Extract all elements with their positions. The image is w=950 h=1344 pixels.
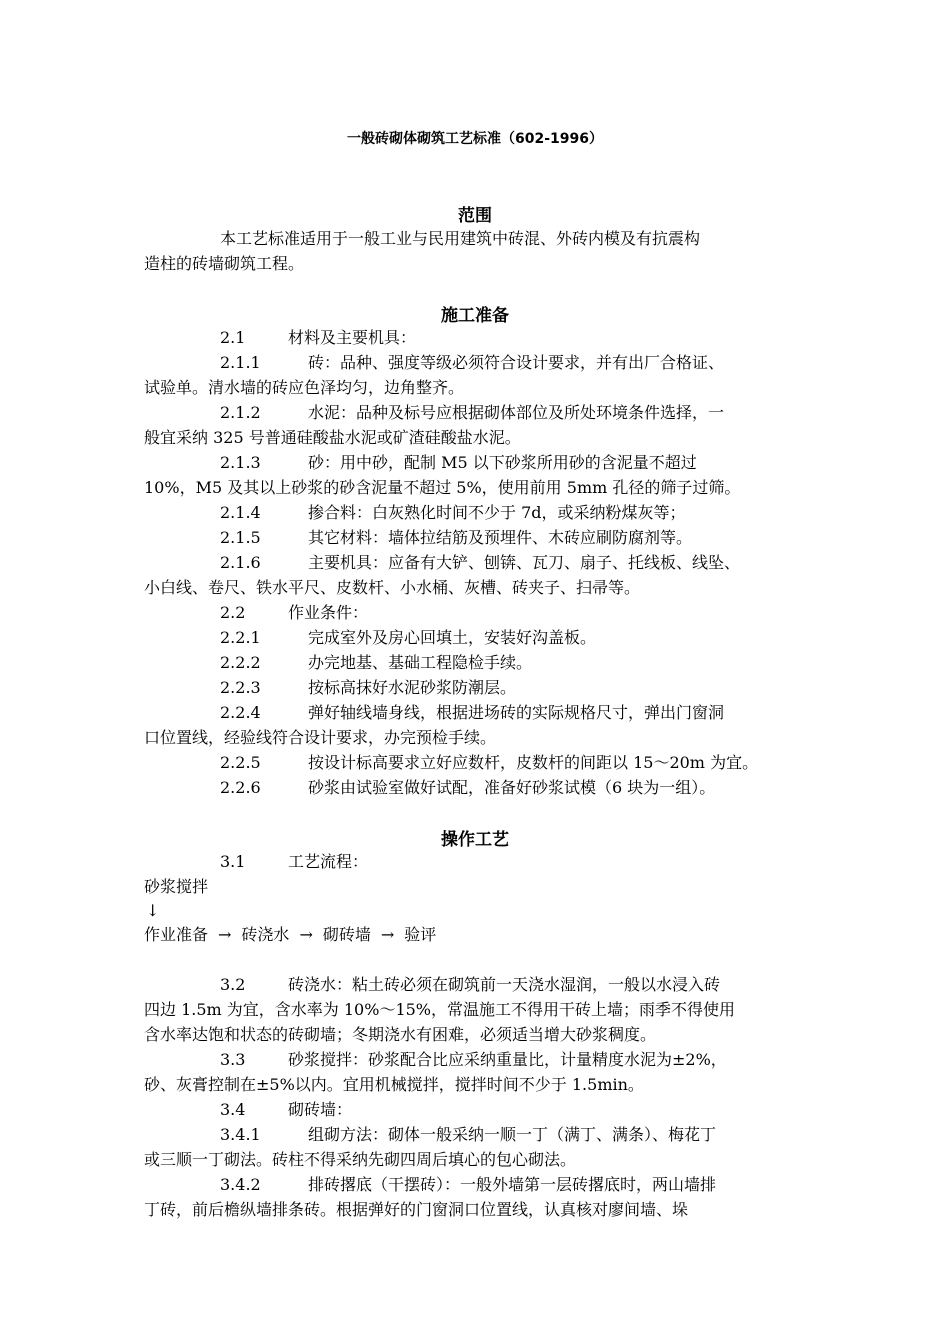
clause-2-1-1-cont: 试验单。清水墙的砖应色泽均匀，边角整齐。	[144, 378, 465, 397]
clause-number: 3.4.2	[220, 1175, 261, 1194]
clause-2-2-4	[220, 700, 724, 725]
clause-number: 2.1	[220, 328, 246, 347]
clause-number: 2.2.6	[220, 778, 261, 797]
right-arrow-icon: →	[299, 925, 313, 944]
clause-2-2-3	[220, 675, 516, 700]
clause-2-1-4	[220, 500, 686, 525]
clause-3-4-2-cont: 丁砖，前后檐纵墙排条砖。根据弹好的门窗洞口位置线，认真核对廖间墙、垛	[144, 1200, 689, 1219]
clause-text: 主要机具：应备有大铲、刨锛、瓦刀、扇子、托线板、线坠、	[308, 553, 741, 572]
clause-text: 砂浆搅拌：砂浆配合比应采纳重量比，计量精度水泥为±2%，	[288, 1050, 727, 1069]
clause-2-1-3	[220, 450, 697, 475]
section-heading-scope: 范围	[458, 206, 492, 226]
right-arrow-icon: →	[218, 925, 232, 944]
clause-3-2	[220, 972, 720, 997]
clause-2-1-1	[220, 350, 724, 375]
clause-2-2-6	[220, 775, 715, 800]
clause-number: 2.2.5	[220, 753, 261, 772]
clause-text: 按设计标高要求立好应数杆，皮数杆的间距以 15～20m 为宜。	[308, 753, 759, 772]
clause-text: 水泥：品种及标号应根据砌体部位及所处环境条件选择，一	[308, 403, 725, 422]
clause-3-3-cont: 砂、灰膏控制在±5%以内。宜用机械搅拌，搅拌时间不少于 1.5min。	[144, 1075, 644, 1094]
clause-text: 弹好轴线墙身线，根据进场砖的实际规格尺寸，弹出门窗洞	[308, 703, 725, 722]
section-heading-prep: 施工准备	[441, 306, 509, 326]
clause-3-2-cont-1: 四边 1.5m 为宜，含水率为 10%～15%，常温施工不得用干砖上墙；雨季不得使用	[144, 1000, 736, 1019]
clause-2-2-1	[220, 625, 596, 650]
clause-text: 组砌方法：砌体一般采纳一顺一丁（满丁、满条）、梅花丁	[308, 1125, 717, 1144]
clause-text: 作业条件：	[288, 603, 369, 622]
clause-number: 2.2.1	[220, 628, 261, 647]
clause-text: 按标高抹好水泥砂浆防潮层。	[308, 678, 517, 697]
clause-text: 掺合料：白灰熟化时间不少于 7d，或采纳粉煤灰等；	[308, 503, 686, 522]
flow-step: 砌砖墙	[322, 925, 371, 944]
clause-number: 2.1.6	[220, 553, 261, 572]
clause-number: 2.2.4	[220, 703, 261, 722]
scope-line-2: 造柱的砖墙砌筑工程。	[144, 254, 305, 273]
clause-text: 砂浆由试验室做好试配，准备好砂浆试模（6 块为一组）。	[308, 778, 716, 797]
clause-2-1-3-cont: 10%，M5 及其以上砂浆的砂含泥量不超过 5%，使用前用 5mm 孔径的筛子过筛。	[144, 478, 741, 497]
flow-top-step: 砂浆搅拌	[144, 877, 209, 896]
clause-number: 2.1.1	[220, 353, 261, 372]
clause-number: 3.2	[220, 975, 246, 994]
clause-3-4	[220, 1097, 352, 1122]
clause-number: 2.1.5	[220, 528, 261, 547]
clause-2-1-6	[220, 550, 740, 575]
clause-number: 3.4.1	[220, 1125, 261, 1144]
section-heading-ops: 操作工艺	[441, 830, 509, 850]
clause-3-2-cont-2: 含水率达饱和状态的砖砌墙；冬期浇水有困难，必须适当增大砂浆稠度。	[144, 1025, 657, 1044]
clause-number: 3.4	[220, 1100, 246, 1119]
down-arrow-icon: ↓	[146, 901, 160, 920]
clause-number: 2.2.2	[220, 653, 261, 672]
clause-2-2	[220, 600, 368, 625]
clause-number: 2.2.3	[220, 678, 261, 697]
clause-2-2-4-cont: 口位置线，经验线符合设计要求，办完预检手续。	[144, 728, 497, 747]
flow-step: 作业准备	[144, 925, 209, 944]
clause-number: 2.1.4	[220, 503, 261, 522]
clause-3-4-1-cont: 或三顺一丁砌法。砖柱不得采纳先砌四周后填心的包心砌法。	[144, 1150, 577, 1169]
clause-text: 砖：品种、强度等级必须符合设计要求，并有出厂合格证、	[308, 353, 725, 372]
clause-text: 办完地基、基础工程隐检手续。	[308, 653, 533, 672]
clause-3-3	[220, 1047, 727, 1072]
clause-text: 排砖撂底（干摆砖）：一般外墙第一层砖撂底时，两山墙排	[308, 1175, 717, 1194]
clause-number: 3.3	[220, 1050, 246, 1069]
clause-2-1-6-cont: 小白线、卷尺、铁水平尺、皮数杆、小水桶、灰槽、砖夹子、扫帚等。	[144, 578, 641, 597]
document-title: 一般砖砌体砌筑工艺标准（602-1996）	[347, 131, 603, 147]
clause-2-1-2-cont: 般宜采纳 325 号普通硅酸盐水泥或矿渣硅酸盐水泥。	[144, 428, 521, 447]
clause-text: 材料及主要机具：	[288, 328, 417, 347]
clause-2-1-5	[220, 525, 692, 550]
clause-text: 砂：用中砂，配制 M5 以下砂浆所用砂的含泥量不超过	[308, 453, 697, 472]
clause-number: 2.1.3	[220, 453, 261, 472]
clause-number: 2.1.2	[220, 403, 261, 422]
clause-text: 完成室外及房心回填土，安装好沟盖板。	[308, 628, 597, 647]
clause-text: 砌砖墙：	[288, 1100, 353, 1119]
clause-3-4-1	[220, 1122, 716, 1147]
clause-text: 工艺流程：	[288, 852, 369, 871]
clause-3-1	[220, 849, 368, 874]
flow-step: 砖浇水	[241, 925, 290, 944]
clause-2-2-5	[220, 750, 758, 775]
clause-number: 2.2	[220, 603, 246, 622]
scope-line-1: 本工艺标准适用于一般工业与民用建筑中砖混、外砖内模及有抗震构	[220, 229, 701, 248]
clause-2-1	[220, 325, 416, 350]
right-arrow-icon: →	[380, 925, 395, 944]
clause-2-2-2	[220, 650, 532, 675]
process-flow	[144, 922, 436, 947]
clause-number: 3.1	[220, 852, 246, 871]
clause-text: 其它材料：墙体拉结筋及预埋件、木砖应刷防腐剂等。	[308, 528, 693, 547]
clause-2-1-2	[220, 400, 724, 425]
clause-text: 砖浇水：粘土砖必须在砌筑前一天浇水湿润，一般以水浸入砖	[288, 975, 721, 994]
flow-step: 验评	[404, 925, 437, 944]
clause-3-4-2	[220, 1172, 716, 1197]
